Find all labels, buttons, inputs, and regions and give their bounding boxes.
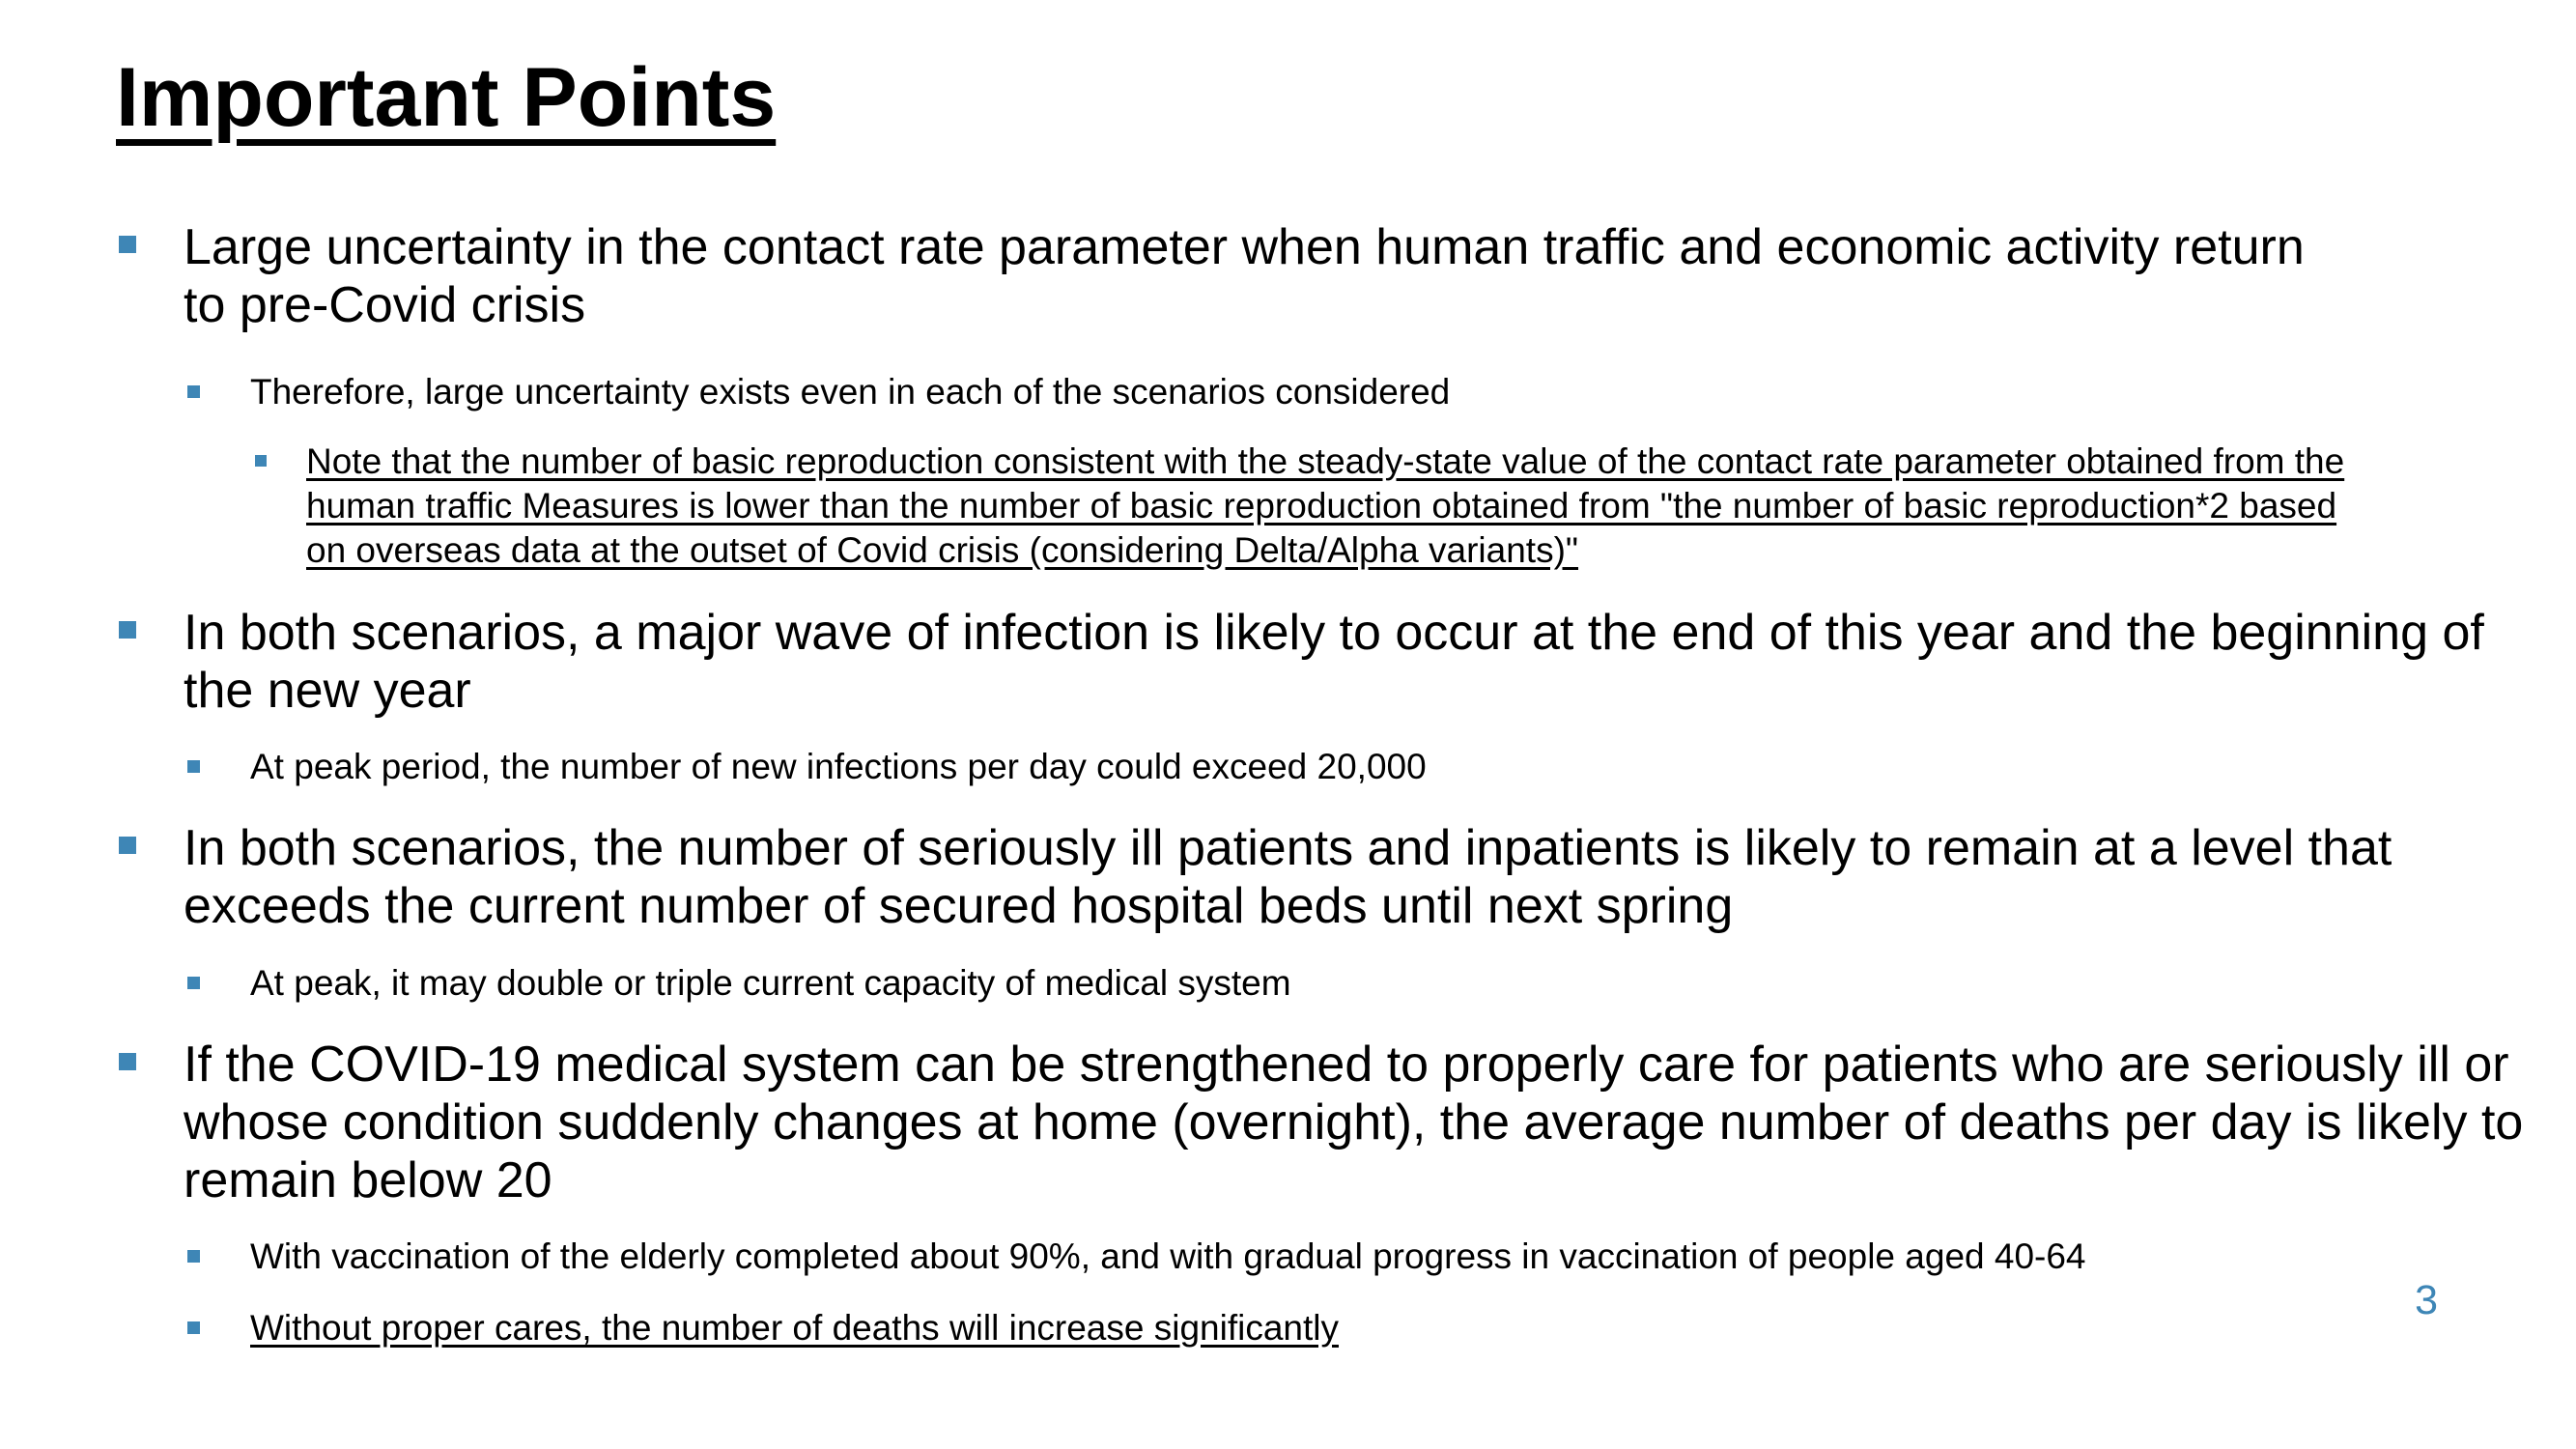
bullet-text [184,604,2484,720]
bullet-line: exceeds the current number of secured hospital beds until next spring [184,878,1734,934]
sub-sub-bullet-line: Note that the number of basic reproduction consistent with the steady-state value of the contact rate parameter obtained from the [306,441,2345,481]
sub-sub-bullet-line: on overseas data at the outset of Covid crisis (considering Delta/Alpha variants)" [306,530,1579,570]
sub-bullet-text [250,1307,1339,1350]
square-bullet-icon [119,236,136,253]
bullet-text [184,218,2305,334]
sub-bullet-text [250,1236,2086,1278]
square-bullet-icon [119,837,136,854]
bullet-line: remain below 20 [184,1152,552,1208]
sub-sub-bullet-line: human traffic Measures is lower than the number of basic reproduction obtained from "the number of basic reproduction*2 based [306,486,2337,526]
page-number: 3 [2415,1277,2438,1323]
square-bullet-icon [187,1321,200,1334]
square-bullet-icon [187,385,200,398]
sub-bullet-text [250,746,1427,788]
sub-bullet-line: At peak, it may double or triple current capacity of medical system [250,963,1291,1003]
sub-bullet-text [250,962,1291,1005]
bullet-line: the new year [184,663,471,719]
square-bullet-icon [119,1053,136,1070]
sub-bullet-line: With vaccination of the elderly completed about 90%, and with gradual progress in vaccination of people aged 40-64 [250,1236,2086,1276]
bullet-line: In both scenarios, the number of seriously ill patients and inpatients is likely to remain at a level that [184,820,2392,876]
bullet-line: If the COVID-19 medical system can be strengthened to properly care for patients who are seriously ill or [184,1037,2509,1093]
square-bullet-icon [187,760,200,773]
square-bullet-icon [119,621,136,639]
bullet-line: In both scenarios, a major wave of infection is likely to occur at the end of this year and the beginning of [184,605,2484,661]
square-bullet-icon [187,977,200,989]
sub-bullet-line: Therefore, large uncertainty exists even in each of the scenarios considered [250,372,1451,412]
sub-bullet-text [250,371,1450,413]
bullet-line: to pre-Covid crisis [184,277,586,333]
bullet-line: Large uncertainty in the contact rate parameter when human traffic and economic activity return [184,219,2305,275]
slide-title: Important Points [116,51,777,144]
square-bullet-icon [187,1250,200,1263]
bullet-text [184,1036,2523,1209]
sub-bullet-line: Without proper cares, the number of deaths will increase significantly [250,1308,1339,1348]
sub-sub-bullet-text [306,440,2344,573]
sub-bullet-line: At peak period, the number of new infections per day could exceed 20,000 [250,747,1427,786]
square-bullet-icon [255,455,267,467]
bullet-text [184,819,2392,935]
bullet-line: whose condition suddenly changes at home (overnight), the average number of deaths per day is likely to [184,1094,2524,1151]
